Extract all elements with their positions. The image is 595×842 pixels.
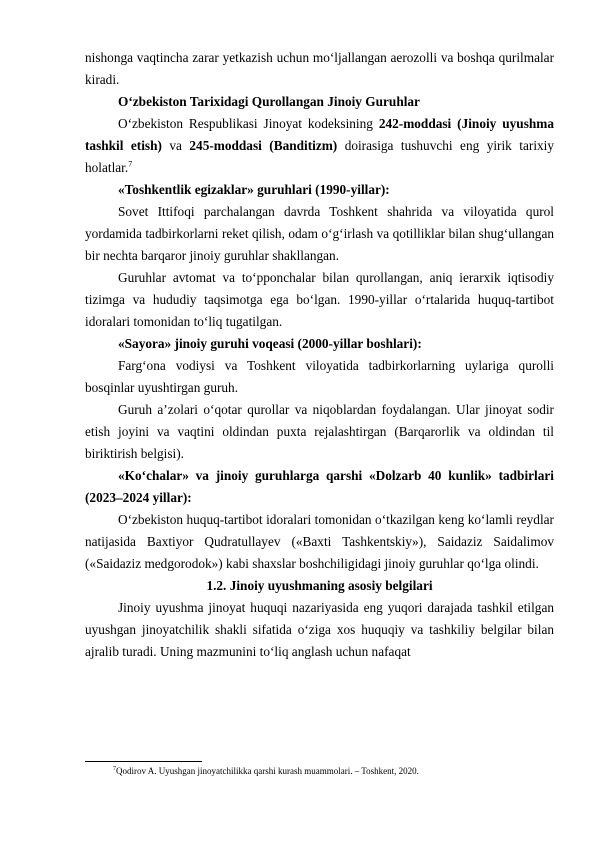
article-242-reference: 242-moddasi (Jinoiy uyushma tashkil etish) — [85, 116, 554, 153]
paragraph-criminal-code — [85, 113, 554, 179]
paragraph-text: O‘zbekiston Respublikasi Jinoyat kodeksining — [118, 116, 379, 131]
section-heading-sayora: «Sayora» jinoiy guruhi voqeasi (2000-yillar boshlari): — [118, 336, 422, 351]
article-245-reference: 245-moddasi (Banditizm) — [189, 138, 338, 153]
paragraph-sayora-description: Farg‘ona vodiysi va Toshkent viloyatida tadbirkorlarning uylariga qurolli bosqinlar uyushtirgan guruh. — [85, 358, 554, 395]
footnote-text: Qodirov A. Uyushgan jinoyatchilikka qarshi kurash muammolari. – Toshkent, 2020. — [116, 766, 419, 776]
page-body — [85, 47, 554, 663]
paragraph-key-features: Jinoiy uyushma jinoyat huquqi nazariyasida eng yuqori darajada tashkil etilgan uyushgan jinoyatchilik shakli sifatida o‘ziga xos huquqiy va tashkiliy belgilar bilan ajralib turadi. Uning mazmunini to‘liq anglash uchun nafaqat — [85, 600, 554, 659]
footnote-number: 7 — [113, 766, 116, 772]
paragraph-text: va — [161, 138, 190, 153]
section-heading-tashkent-twins: «Toshkentlik egizaklar» guruhlari (1990-yillar): — [118, 182, 390, 197]
paragraph-sayora-methods: Guruh a’zolari o‘qotar qurollar va niqoblardan foydalangan. Ular jinoyat sodir etish joyini va vaqtini oldindan puxta rejalashtirgan (Barqarorlik va oldindan til biriktirish belgisi). — [85, 402, 554, 461]
paragraph-text: doirasiga tushuvchi eng yirik tarixiy holatlar. — [85, 138, 555, 175]
section-heading-40-day-campaign: «Ko‘chalar» va jinoiy guruhlarga qarshi «Dolzarb 40 kunlik» tadbirlari (2023–2024 yillar): — [85, 468, 554, 505]
paragraph-tashkent-twins-origin: Sovet Ittifoqi parchalangan davrda Toshkent shahrida va viloyatida qurol yordamida tadbirkorlarni reket qilish, odam o‘g‘irlash va qotilliklar bilan shug‘ullangan bir nechta barqaror jinoiy guruhlar shakllangan. — [85, 204, 554, 263]
section-heading-armed-groups: O‘zbekiston Tarixidagi Qurollangan Jinoiy Guruhlar — [118, 94, 420, 109]
footnote — [85, 765, 554, 777]
footnote-divider — [85, 761, 202, 762]
footnote-reference[interactable]: 7 — [128, 159, 133, 169]
intro-paragraph: nishonga vaqtincha zarar yetkazish uchun mo‘ljallangan aerozolli va boshqa qurilmalar kiradi. — [85, 50, 554, 87]
paragraph-tashkent-twins-structure: Guruhlar avtomat va to‘pponchalar bilan qurollangan, aniq ierarxik iqtisodiy tizimga va hududiy taqsimotga ega bo‘lgan. 1990-yillar o‘rtalarida huquq-tartibot idoralari tomonidan to‘liq tugatilgan. — [85, 270, 554, 329]
subsection-heading-key-features: 1.2. Jinoiy uyushmaning asosiy belgilari — [206, 578, 433, 593]
paragraph-raids: O‘zbekiston huquq-tartibot idoralari tomonidan o‘tkazilgan keng ko‘lamli reydlar natijasida Baxtiyor Qudratullayev («Baxti Tashkentskiy»), Saidaziz Saidalimov («Saidaziz medgorodok») kabi shaxslar boshchiligidagi jinoiy guruhlar qo‘lga olindi. — [85, 512, 554, 571]
